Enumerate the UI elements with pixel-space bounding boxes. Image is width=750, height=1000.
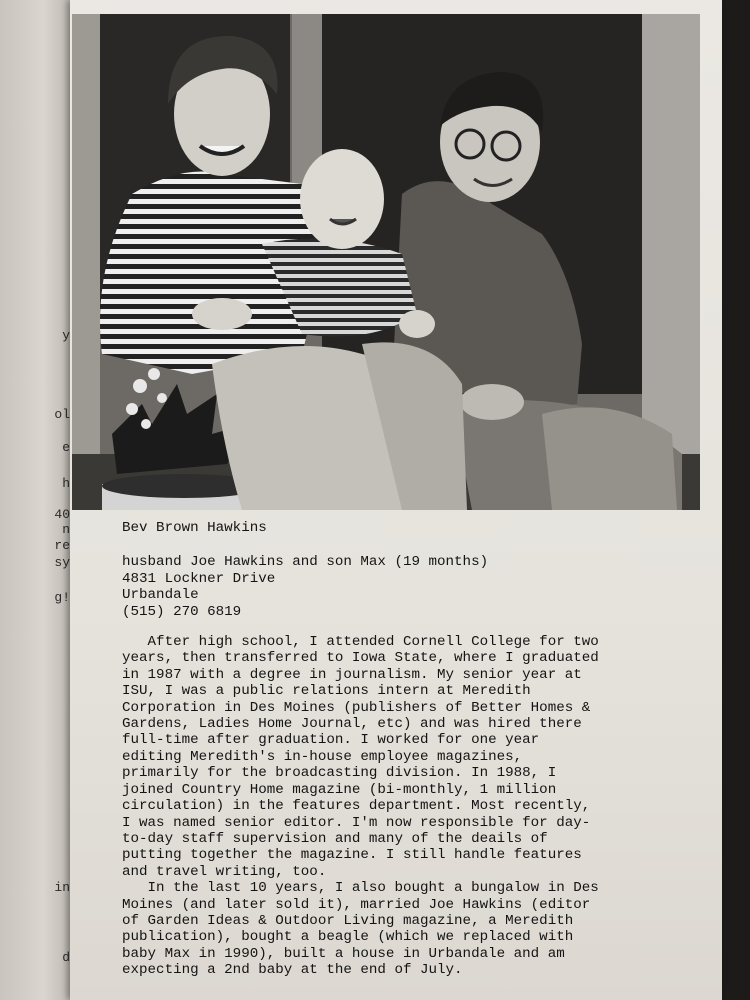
text-line: of Garden Ideas & Outdoor Living magazine, a Meredith: [122, 912, 574, 929]
text-line: full-time after graduation. I worked for one year: [122, 732, 540, 749]
adjacent-left-page: [0, 0, 72, 1000]
family-photo: [72, 14, 700, 510]
text-line: baby Max in 1990), built a house in Urbandale and am: [122, 945, 565, 962]
text-line: years, then transferred to Iowa State, where I graduated: [122, 650, 599, 667]
text-line: ISU, I was a public relations intern at Meredith: [122, 683, 531, 700]
contact-details: [122, 554, 702, 620]
profile-text: [122, 520, 702, 979]
biography-paragraph-2: [122, 880, 702, 978]
text-line: expecting a 2nd baby at the end of July.: [122, 962, 463, 979]
family-line: husband Joe Hawkins and son Max (19 months): [122, 554, 489, 571]
biography-paragraph-1: [122, 634, 702, 880]
text-line: I was named senior editor. I'm now responsible for day-: [122, 814, 591, 831]
left-page-text-fragment: g!: [54, 590, 70, 605]
left-page-text-fragment: 40: [54, 507, 70, 522]
text-line: putting together the magazine. I still handle features: [122, 847, 582, 864]
left-page-text-fragment: sy: [54, 555, 70, 570]
text-line: publication), bought a beagle (which we replaced with: [122, 929, 574, 946]
text-line: in 1987 with a degree in journalism. My senior year at: [122, 666, 582, 683]
text-line: circulation) in the features department. Most recently,: [122, 798, 591, 815]
left-page-text-fragment: h: [62, 476, 70, 491]
left-page-text-fragment: d: [62, 950, 70, 965]
text-line: to-day staff supervision and many of the deails of: [122, 830, 548, 847]
left-page-text-fragment: re: [54, 538, 70, 553]
text-line: editing Meredith's in-house employee magazines,: [122, 748, 523, 765]
text-line: Moines (and later sold it), married Joe Hawkins (editor: [122, 896, 591, 913]
text-line: Corporation in Des Moines (publishers of Better Homes &: [122, 699, 591, 716]
left-page-text-fragment: n: [62, 522, 70, 537]
text-line: and travel writing, too.: [122, 863, 327, 880]
left-page-text-fragment: y: [62, 328, 70, 343]
city: Urbandale: [122, 587, 199, 604]
left-page-text-fragment: e: [62, 440, 70, 455]
text-line: After high school, I attended Cornell College for two: [122, 634, 599, 651]
text-line: joined Country Home magazine (bi-monthly, 1 million: [122, 781, 557, 798]
booklet-page: [70, 0, 722, 1000]
left-page-text-fragment: in: [54, 880, 70, 895]
profile-name: Bev Brown Hawkins: [122, 520, 267, 536]
right-dark-edge: [722, 0, 750, 1000]
left-page-text-fragment: ol: [54, 407, 70, 422]
street-address: 4831 Lockner Drive: [122, 570, 276, 587]
text-line: In the last 10 years, I also bought a bungalow in Des: [122, 880, 599, 897]
phone-number: (515) 270 6819: [122, 603, 242, 620]
text-line: Gardens, Ladies Home Journal, etc) and was hired there: [122, 716, 582, 733]
text-line: primarily for the broadcasting division. In 1988, I: [122, 765, 557, 782]
